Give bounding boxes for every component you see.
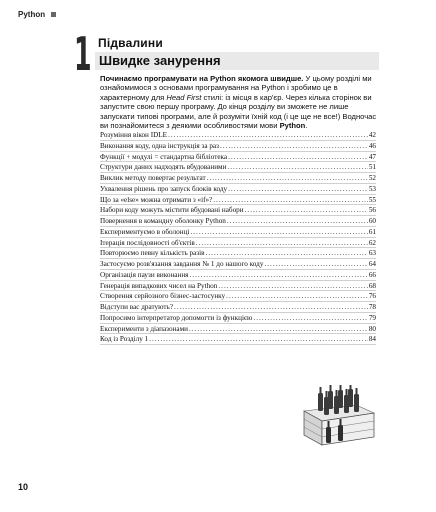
- toc-entry-title: Попросимо інтерпретатор допомогти із функцією: [100, 313, 253, 322]
- intro-lead: Починаємо програмувати на Python якомога швидше.: [100, 74, 304, 83]
- toc-entry-page: 79: [368, 313, 376, 322]
- toc-entry[interactable]: [100, 184, 376, 195]
- toc-leader-dots: [207, 174, 368, 182]
- toc-entry[interactable]: [100, 281, 376, 292]
- toc-entry-page: 61: [368, 227, 376, 236]
- toc-leader-dots: [220, 142, 368, 150]
- toc-entry-page: 53: [368, 184, 376, 193]
- toc-leader-dots: [228, 153, 368, 161]
- toc-entry-title: Ітерація послідовності об'єктів: [100, 238, 195, 247]
- toc-entry-title: Експерименти з діапазонами: [100, 324, 188, 333]
- toc-entry-title: Повернення в командну оболонку Python: [100, 217, 226, 225]
- toc-entry[interactable]: [100, 227, 376, 238]
- toc-entry-page: 64: [368, 260, 376, 268]
- toc-entry-title: Що за «else» можна отримати з «if»?: [100, 195, 213, 204]
- toc-entry[interactable]: [100, 334, 376, 345]
- toc-leader-dots: [228, 185, 368, 193]
- toc-entry-page: 68: [368, 281, 376, 290]
- toc-entry-title: Експериментуємо в оболонці: [100, 227, 190, 236]
- toc-entry[interactable]: [100, 313, 376, 324]
- toc-entry-page: 76: [368, 292, 376, 301]
- toc-leader-dots: [189, 325, 368, 333]
- toc-entry[interactable]: [100, 141, 376, 152]
- toc-leader-dots: [253, 314, 367, 322]
- toc-entry-page: 46: [368, 141, 376, 150]
- running-header: [18, 10, 56, 19]
- chapter-number: 1: [74, 27, 92, 81]
- toc-leader-dots: [190, 228, 367, 236]
- toc-entry-title: Набори коду можуть містити вбудовані набори: [100, 206, 244, 215]
- toc-entry-title: Розуміння вікон IDLE: [100, 131, 168, 139]
- square-bullet-icon: [51, 12, 56, 17]
- toc-entry-page: 62: [368, 238, 376, 247]
- chapter-intro: [100, 74, 377, 130]
- toc-entry-page: 60: [368, 217, 376, 225]
- toc-entry[interactable]: [100, 162, 376, 173]
- toc-entry-title: Організація паузи виконання: [100, 270, 189, 279]
- toc-entry-title: Виклик методу повертає результат: [100, 174, 206, 182]
- toc-entry[interactable]: [100, 324, 376, 335]
- intro-part2: стилі: із місця в кар'єр. Через кілька сторінок ви запустите свою першу програму. До кінця розділу ви зможете не лише запускати типові програми, але й розуміти їхній код (і це ще не все!) Водночас ви познайомитеся з деякими особливостями мови: [100, 92, 377, 131]
- toc-entry-page: 84: [368, 335, 376, 344]
- running-header-section: Python: [18, 10, 46, 19]
- toc-entry-page: 52: [368, 174, 376, 182]
- chapter-title-bar: [95, 52, 379, 70]
- intro-part1: У цьому розділі ми ознайомимося з основами програмування на Python і зробимо це в характерному для: [100, 74, 372, 102]
- toc-entry[interactable]: [100, 238, 376, 249]
- toc-entry[interactable]: [100, 152, 376, 163]
- toc-entry[interactable]: [100, 205, 376, 216]
- toc-leader-dots: [206, 249, 368, 257]
- toc-leader-dots: [213, 196, 368, 204]
- toc-entry-title: Структури даних надходять вбудованими: [100, 163, 227, 172]
- intro-end: .: [305, 121, 308, 131]
- toc-entry[interactable]: [100, 259, 376, 270]
- toc-entry-page: 47: [368, 152, 376, 161]
- toc-entry-title: Відступи вас дратують?: [100, 303, 174, 311]
- toc-entry-page: 56: [368, 206, 376, 215]
- toc-entry-title: Генерація випадкових чисел на Python: [100, 281, 218, 290]
- toc-entry-page: 80: [368, 324, 376, 333]
- toc-leader-dots: [218, 282, 367, 290]
- table-of-contents: [100, 130, 376, 345]
- toc-entry[interactable]: [100, 195, 376, 206]
- toc-entry-page: 63: [368, 249, 376, 258]
- chapter-label: Підвалини: [98, 36, 163, 50]
- toc-leader-dots: [174, 303, 368, 311]
- toc-leader-dots: [227, 163, 367, 171]
- toc-entry[interactable]: [100, 130, 376, 141]
- toc-entry-page: 78: [368, 303, 376, 311]
- toc-leader-dots: [196, 239, 368, 247]
- toc-entry-page: 55: [368, 195, 376, 204]
- toc-entry[interactable]: [100, 173, 376, 184]
- toc-leader-dots: [264, 260, 367, 268]
- toc-entry-title: Функції + модулі = стандартна бібліотека: [100, 152, 228, 161]
- toc-entry[interactable]: [100, 270, 376, 281]
- toc-entry-page: 51: [368, 163, 376, 172]
- toc-entry-page: 42: [368, 131, 376, 139]
- chapter-title: Швидке занурення: [99, 53, 221, 68]
- toc-leader-dots: [149, 335, 368, 343]
- toc-entry-title: Повторюємо певну кількість разів: [100, 249, 205, 258]
- toc-leader-dots: [189, 271, 367, 279]
- toc-leader-dots: [245, 206, 368, 214]
- toc-entry-title: Ухвалення рішень про запуск блоків коду: [100, 184, 228, 193]
- toc-entry-title: Код із Розділу 1: [100, 335, 149, 344]
- toc-leader-dots: [227, 217, 368, 225]
- intro-python: Python: [279, 121, 306, 131]
- toc-leader-dots: [168, 131, 368, 139]
- page-number: 10: [18, 482, 29, 492]
- toc-entry[interactable]: [100, 302, 376, 313]
- toc-entry[interactable]: [100, 216, 376, 227]
- toc-entry[interactable]: [100, 248, 376, 259]
- crate-of-bottles-illustration: [298, 385, 378, 447]
- toc-entry-page: 66: [368, 270, 376, 279]
- toc-entry[interactable]: [100, 291, 376, 302]
- toc-leader-dots: [226, 292, 368, 300]
- intro-book-title: Head First: [166, 92, 202, 102]
- toc-entry-title: Виконання коду, одна інструкція за раз: [100, 141, 219, 150]
- toc-entry-title: Створення серйозного бізнес-застосунку: [100, 292, 226, 301]
- toc-entry-title: Застосуємо розв'язання завдання № 1 до нашого коду: [100, 260, 264, 268]
